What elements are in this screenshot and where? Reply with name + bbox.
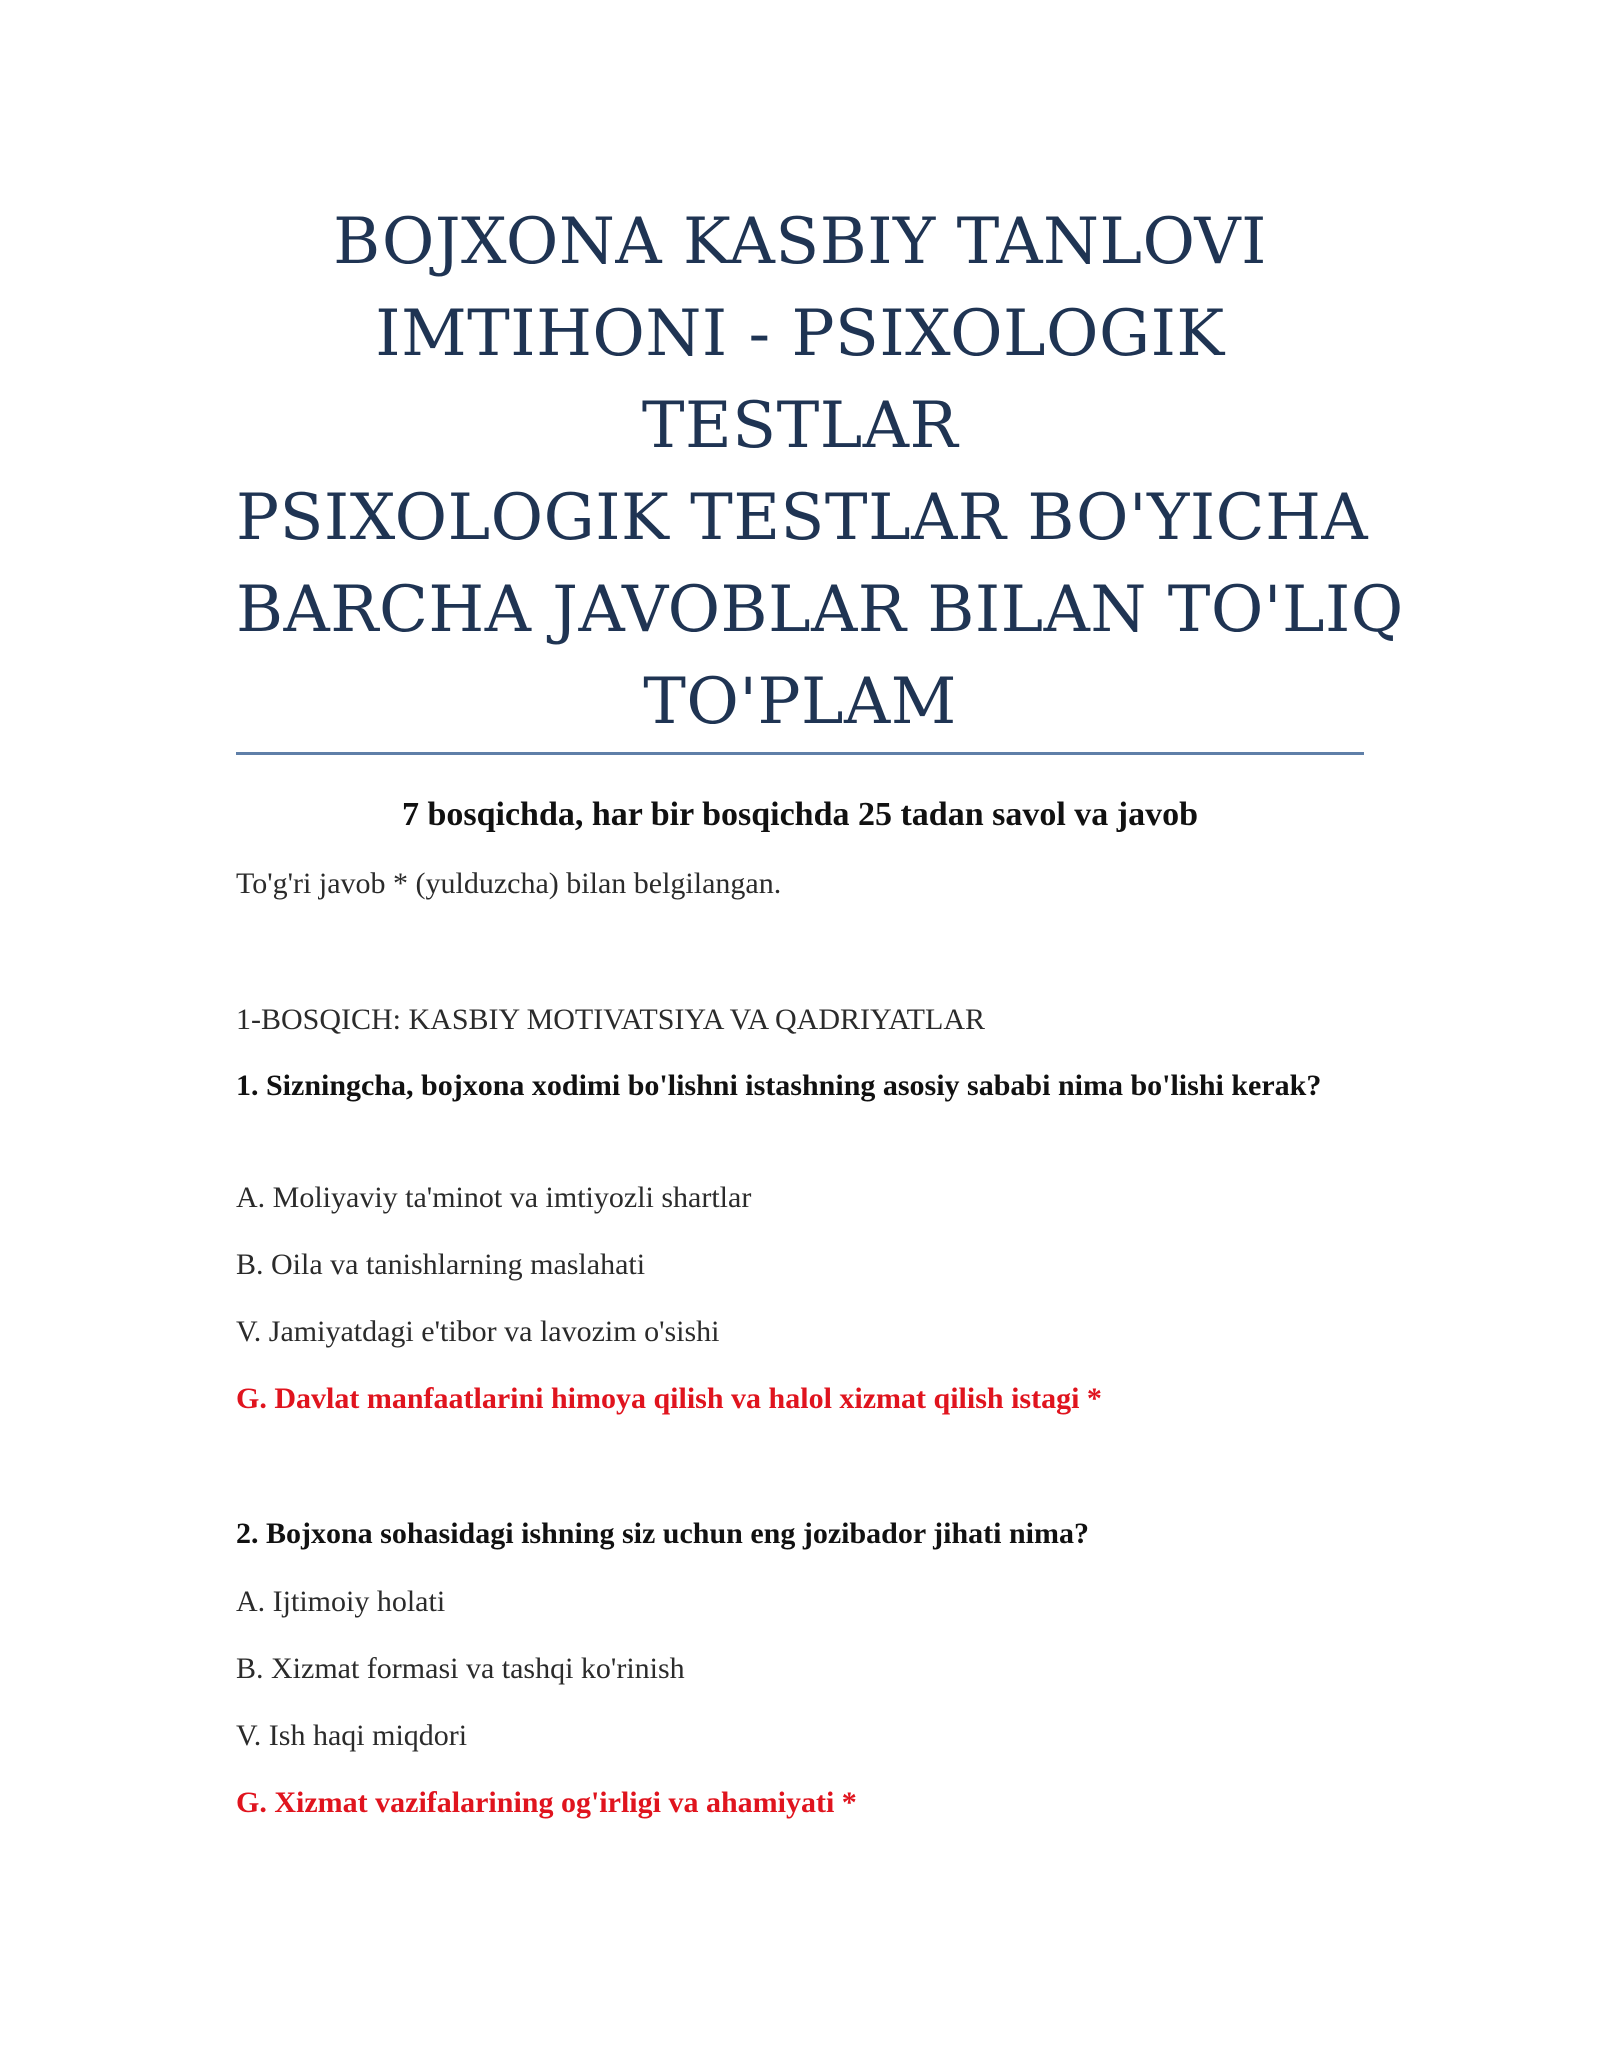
question-1-option-b: B. Oila va tanishlarning maslahati	[236, 1248, 646, 1281]
answer-key-note: To'g'ri javob * (yulduzcha) bilan belgilangan.	[236, 867, 782, 900]
title-line: BOJXONA KASBIY TANLOVI	[333, 205, 1267, 279]
question-2-option-v: V. Ish haqi miqdori	[236, 1719, 468, 1752]
document-subtitle: 7 bosqichda, har bir bosqichda 25 tadan savol va javob	[401, 796, 1199, 833]
question-1-text: 1. Sizningcha, bojxona xodimi bo'lishni istashning asosiy sababi nima bo'lishi kerak?	[236, 1069, 1322, 1102]
section-heading: 1-BOSQICH: KASBIY MOTIVATSIYA VA QADRIYATLAR	[236, 1003, 985, 1036]
title-line: TO'PLAM	[643, 665, 957, 739]
question-1-correct-option-g: G. Davlat manfaatlarini himoya qilish va halol xizmat qilish istagi *	[236, 1382, 1102, 1415]
question-1-option-v: V. Jamiyatdagi e'tibor va lavozim o'sishi	[236, 1315, 720, 1348]
title-divider	[236, 752, 1364, 755]
title-line: BARCHA JAVOBLAR BILAN TO'LIQ	[236, 573, 1404, 647]
title-line: IMTIHONI - PSIXOLOGIK	[375, 297, 1225, 371]
question-2-correct-option-g: G. Xizmat vazifalarining og'irligi va ahamiyati *	[236, 1786, 857, 1819]
document-title	[236, 196, 1404, 748]
title-line: TESTLAR	[641, 389, 959, 463]
question-1-option-a: A. Moliyaviy ta'minot va imtiyozli shartlar	[236, 1181, 752, 1214]
question-2-option-a: A. Ijtimoiy holati	[236, 1585, 446, 1618]
question-2-option-b: B. Xizmat formasi va tashqi ko'rinish	[236, 1652, 685, 1685]
question-2-text: 2. Bojxona sohasidagi ishning siz uchun eng jozibador jihati nima?	[236, 1517, 1089, 1550]
title-line: PSIXOLOGIK TESTLAR BO'YICHA	[236, 481, 1369, 555]
